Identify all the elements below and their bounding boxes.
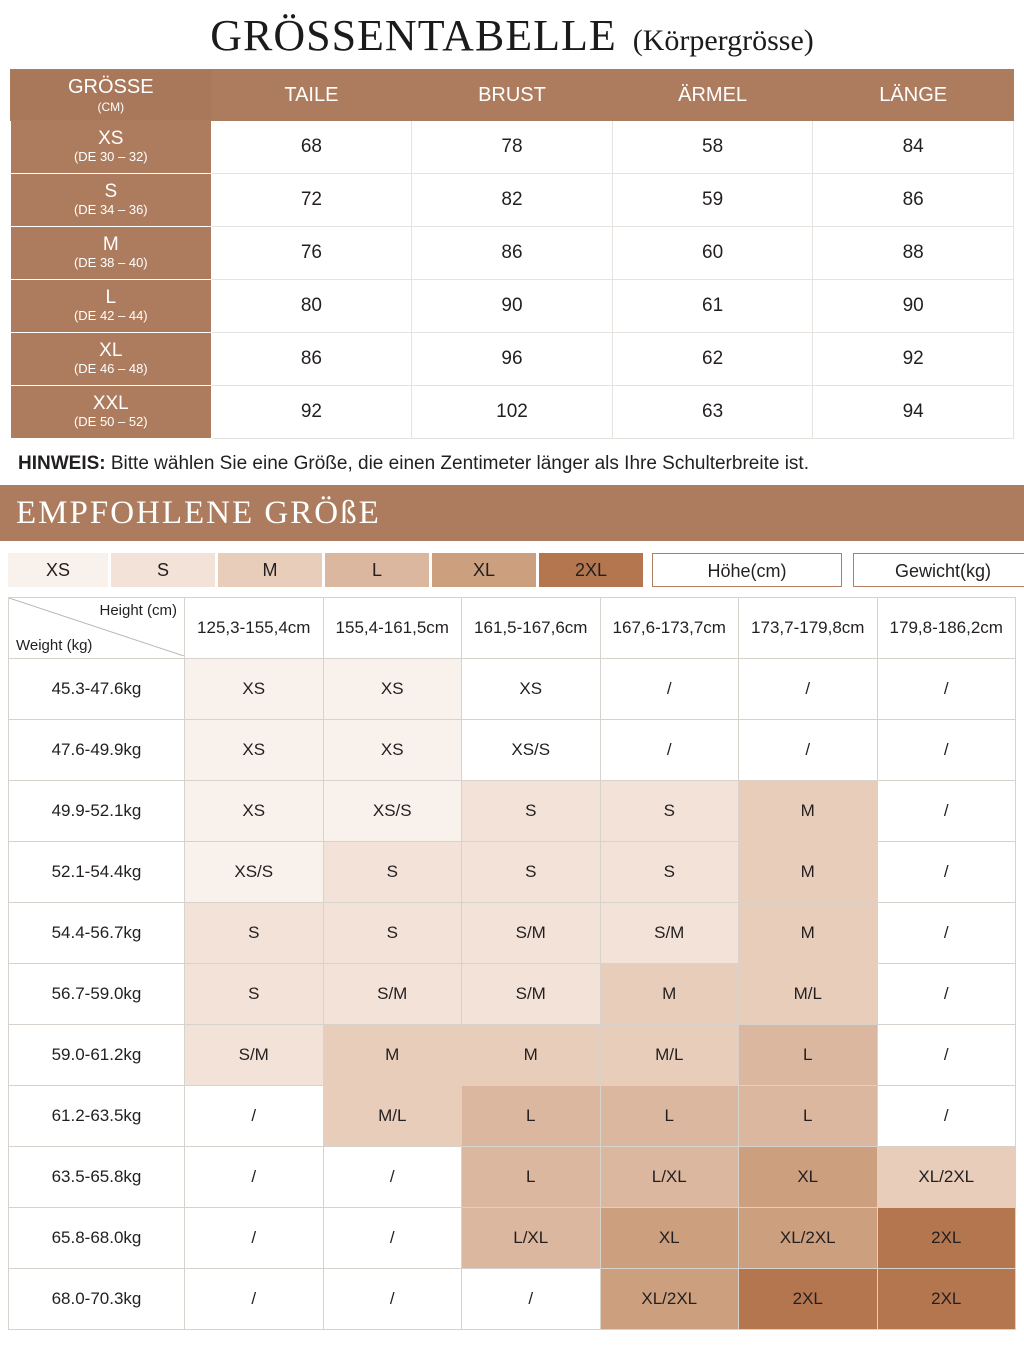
size-table	[10, 69, 1014, 439]
table-row	[9, 903, 1016, 964]
table-row	[9, 781, 1016, 842]
matrix-cell: /	[323, 1269, 462, 1330]
matrix-cell: /	[462, 1269, 601, 1330]
matrix-header-row	[9, 598, 1016, 659]
matrix-cell: 2XL	[739, 1269, 878, 1330]
matrix-cell: L/XL	[600, 1147, 739, 1208]
legend-chip-label: M	[262, 560, 278, 580]
size-name: L	[105, 287, 117, 309]
title-subtitle: (Körpergrösse)	[632, 24, 814, 57]
title-main: GRÖSSENTABELLE	[210, 11, 617, 60]
cell-aermel: 63	[612, 386, 813, 439]
size-table-header-row	[11, 70, 1014, 121]
size-de: (DE 30 – 32)	[73, 149, 148, 165]
table-row	[11, 333, 1014, 386]
matrix-cell: /	[739, 720, 878, 781]
legend-chip-label: S	[156, 560, 169, 580]
table-row	[9, 1208, 1016, 1269]
legend-chip-label: XL	[472, 560, 496, 580]
legend-chip-label: 2XL	[574, 560, 608, 580]
table-row	[9, 1147, 1016, 1208]
legend-chip-label: XS	[45, 560, 70, 580]
matrix-cell: XS	[185, 720, 324, 781]
legend-chip-m	[218, 553, 322, 587]
matrix-cell: 2XL	[877, 1269, 1016, 1330]
matrix-cell: XS	[323, 720, 462, 781]
size-name: M	[102, 234, 119, 256]
matrix-cell: XS	[185, 781, 324, 842]
matrix-cell: S	[600, 842, 739, 903]
size-table-head	[11, 70, 1014, 121]
table-row	[9, 1025, 1016, 1086]
note-body: Bitte wählen Sie eine Größe, die einen Zentimeter länger als Ihre Schulterbreite ist.	[105, 453, 809, 474]
matrix-cell: S	[323, 903, 462, 964]
size-de: (DE 46 – 48)	[73, 361, 148, 377]
legend-box-label: Gewicht(kg)	[894, 561, 992, 581]
matrix-cell: M/L	[323, 1086, 462, 1147]
cell-taille: 76	[211, 227, 412, 280]
size-table-body	[11, 121, 1014, 439]
matrix-row-header: 56.7-59.0kg	[9, 964, 185, 1025]
cell-laenge: 88	[813, 227, 1014, 280]
size-label-cell	[11, 174, 212, 227]
matrix-cell: L	[462, 1086, 601, 1147]
matrix-cell: /	[877, 1025, 1016, 1086]
page-title	[0, 0, 1024, 69]
matrix-cell: M	[600, 964, 739, 1025]
matrix-cell: /	[739, 659, 878, 720]
matrix-height-label: Height (cm)	[99, 602, 177, 619]
matrix-cell: /	[877, 842, 1016, 903]
matrix-cell: M	[323, 1025, 462, 1086]
matrix-cell: /	[323, 1147, 462, 1208]
matrix-cell: XS/S	[323, 781, 462, 842]
matrix-col-header: 125,3-155,4cm	[185, 598, 324, 659]
legend-chip-xs	[8, 553, 108, 587]
matrix-cell: M/L	[739, 964, 878, 1025]
matrix-cell: XS	[185, 659, 324, 720]
matrix-cell: /	[877, 1086, 1016, 1147]
matrix-row-header: 63.5-65.8kg	[9, 1147, 185, 1208]
matrix-cell: /	[877, 720, 1016, 781]
cell-laenge: 90	[813, 280, 1014, 333]
matrix-row-header: 54.4-56.7kg	[9, 903, 185, 964]
size-header-unit: (CM)	[97, 100, 125, 114]
matrix-cell: S/M	[600, 903, 739, 964]
cell-taille: 92	[211, 386, 412, 439]
table-row	[11, 121, 1014, 174]
matrix-col-header: 161,5-167,6cm	[462, 598, 601, 659]
size-table-header-size	[11, 70, 212, 121]
cell-taille: 80	[211, 280, 412, 333]
matrix-cell: XL/2XL	[739, 1208, 878, 1269]
size-de: (DE 34 – 36)	[73, 202, 148, 218]
matrix-cell: XS	[323, 659, 462, 720]
size-name: S	[104, 181, 118, 203]
matrix-cell: XS	[462, 659, 601, 720]
cell-brust: 82	[412, 174, 613, 227]
matrix-cell: L	[462, 1147, 601, 1208]
matrix-row-header: 61.2-63.5kg	[9, 1086, 185, 1147]
matrix-cell: /	[877, 781, 1016, 842]
legend-box-weight	[853, 553, 1024, 587]
legend-box-height	[652, 553, 842, 587]
matrix-cell: S	[462, 781, 601, 842]
cell-aermel: 61	[612, 280, 813, 333]
matrix-cell: /	[185, 1147, 324, 1208]
matrix-cell: L	[600, 1086, 739, 1147]
table-row	[11, 227, 1014, 280]
size-header-label: GRÖSSE	[68, 76, 154, 98]
table-row	[11, 386, 1014, 439]
legend-chip-l	[325, 553, 429, 587]
size-label-cell	[11, 121, 212, 174]
matrix-cell: /	[185, 1269, 324, 1330]
cell-brust: 78	[412, 121, 613, 174]
table-row	[9, 842, 1016, 903]
matrix-cell: XS/S	[185, 842, 324, 903]
matrix-col-header: 167,6-173,7cm	[600, 598, 739, 659]
size-de: (DE 38 – 40)	[73, 255, 148, 271]
matrix-row-header: 59.0-61.2kg	[9, 1025, 185, 1086]
cell-taille: 86	[211, 333, 412, 386]
matrix-cell: /	[600, 659, 739, 720]
cell-taille: 68	[211, 121, 412, 174]
matrix-weight-label: Weight (kg)	[16, 637, 93, 654]
cell-taille: 72	[211, 174, 412, 227]
cell-aermel: 59	[612, 174, 813, 227]
size-label-cell	[11, 227, 212, 280]
matrix-cell: S/M	[462, 903, 601, 964]
cell-aermel: 60	[612, 227, 813, 280]
cell-brust: 96	[412, 333, 613, 386]
legend	[8, 553, 1016, 587]
cell-laenge: 86	[813, 174, 1014, 227]
matrix-cell: XL	[739, 1147, 878, 1208]
matrix-cell: S/M	[185, 1025, 324, 1086]
table-row	[9, 1269, 1016, 1330]
cell-laenge: 84	[813, 121, 1014, 174]
table-row	[9, 659, 1016, 720]
matrix-cell: XS/S	[462, 720, 601, 781]
matrix-col-header: 173,7-179,8cm	[739, 598, 878, 659]
legend-chip-label: L	[371, 560, 382, 580]
size-table-header-aermel: ÄRMEL	[612, 70, 813, 121]
matrix-cell: S/M	[323, 964, 462, 1025]
matrix-cell: L	[739, 1025, 878, 1086]
matrix-cell: /	[185, 1086, 324, 1147]
matrix-cell: S	[600, 781, 739, 842]
cell-aermel: 58	[612, 121, 813, 174]
matrix-cell: XL	[600, 1208, 739, 1269]
legend-box-label: Höhe(cm)	[707, 561, 787, 581]
cell-aermel: 62	[612, 333, 813, 386]
table-row	[9, 720, 1016, 781]
size-label-cell	[11, 386, 212, 439]
matrix-cell: XL/2XL	[877, 1147, 1016, 1208]
matrix-row-header: 68.0-70.3kg	[9, 1269, 185, 1330]
matrix-cell: /	[323, 1208, 462, 1269]
size-name: XS	[98, 128, 124, 150]
table-row	[11, 280, 1014, 333]
matrix-col-header: 155,4-161,5cm	[323, 598, 462, 659]
size-de: (DE 42 – 44)	[73, 308, 148, 324]
matrix-corner-cell	[9, 598, 185, 659]
size-table-header-taille: TAILE	[211, 70, 412, 121]
matrix-row-header: 52.1-54.4kg	[9, 842, 185, 903]
size-label-cell	[11, 333, 212, 386]
matrix-cell: /	[877, 659, 1016, 720]
matrix-cell: XL/2XL	[600, 1269, 739, 1330]
matrix-cell: /	[600, 720, 739, 781]
note-text	[18, 453, 1012, 475]
size-name: XL	[99, 340, 123, 362]
matrix-cell: L	[739, 1086, 878, 1147]
cell-brust: 102	[412, 386, 613, 439]
size-table-header-laenge: LÄNGE	[813, 70, 1014, 121]
recommended-size-banner	[0, 485, 1024, 541]
matrix-head	[9, 598, 1016, 659]
matrix-cell: 2XL	[877, 1208, 1016, 1269]
matrix-cell: M	[462, 1025, 601, 1086]
matrix-cell: M	[739, 903, 878, 964]
matrix-row-header: 49.9-52.1kg	[9, 781, 185, 842]
matrix-row-header: 65.8-68.0kg	[9, 1208, 185, 1269]
matrix-cell: S	[323, 842, 462, 903]
legend-chip-s	[111, 553, 215, 587]
matrix-col-header: 179,8-186,2cm	[877, 598, 1016, 659]
table-row	[9, 1086, 1016, 1147]
size-name: XXL	[92, 393, 129, 415]
matrix-cell: /	[877, 903, 1016, 964]
matrix-cell: M	[739, 781, 878, 842]
matrix-cell: S	[185, 964, 324, 1025]
cell-brust: 86	[412, 227, 613, 280]
legend-chip-xl	[432, 553, 536, 587]
matrix-body	[9, 659, 1016, 1330]
matrix-cell: M	[739, 842, 878, 903]
matrix-row-header: 47.6-49.9kg	[9, 720, 185, 781]
legend-chip-2xl	[539, 553, 643, 587]
matrix-cell: /	[185, 1208, 324, 1269]
matrix-row-header: 45.3-47.6kg	[9, 659, 185, 720]
size-label-cell	[11, 280, 212, 333]
matrix-cell: /	[877, 964, 1016, 1025]
size-table-header-brust: BRUST	[412, 70, 613, 121]
table-row	[11, 174, 1014, 227]
matrix-cell: S/M	[462, 964, 601, 1025]
size-de: (DE 50 – 52)	[73, 414, 148, 430]
matrix-cell: M/L	[600, 1025, 739, 1086]
cell-brust: 90	[412, 280, 613, 333]
recommendation-matrix	[8, 597, 1016, 1330]
table-row	[9, 964, 1016, 1025]
recommended-size-title: EMPFOHLENE GRÖßE	[16, 494, 381, 531]
matrix-cell: L/XL	[462, 1208, 601, 1269]
cell-laenge: 94	[813, 386, 1014, 439]
matrix-cell: S	[185, 903, 324, 964]
matrix-cell: S	[462, 842, 601, 903]
cell-laenge: 92	[813, 333, 1014, 386]
note-label: HINWEIS:	[18, 453, 106, 474]
